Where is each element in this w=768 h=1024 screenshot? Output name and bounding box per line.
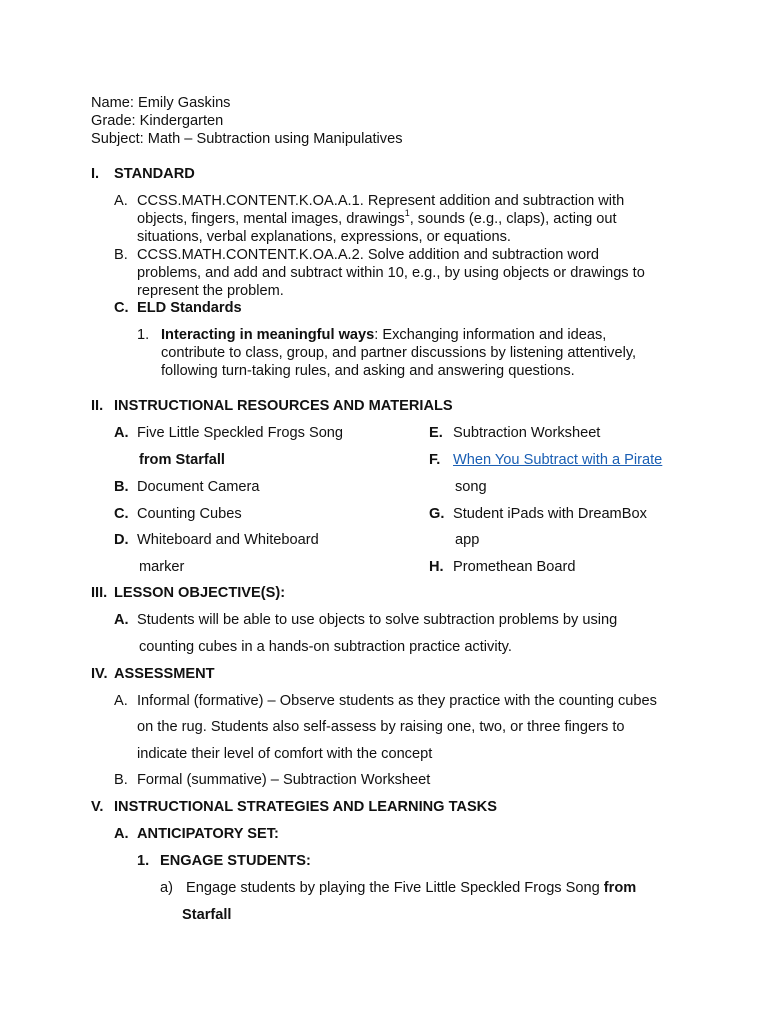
subject-line: Subject: Math – Subtraction using Manipulatives xyxy=(91,131,403,147)
pirate-song-link[interactable]: When You Subtract with a Pirate xyxy=(453,452,663,468)
resource-g-text: Student iPads with DreamBox xyxy=(453,506,647,522)
section-4-numeral: IV. xyxy=(91,666,108,682)
engage-a-text: Engage students by playing the Five Little Speckled Frogs Song xyxy=(186,880,604,896)
assessment-a-text: indicate their level of comfort with the concept xyxy=(137,746,433,762)
student-name: Name: Emily Gaskins xyxy=(91,95,231,111)
assessment-a-text: on the rug. Students also self-assess by raising one, two, or three fingers to xyxy=(137,719,625,735)
assessment-b-text: Formal (summative) – Subtraction Worksheet xyxy=(137,772,431,788)
standard-b-label: B. xyxy=(114,247,128,263)
eld-item-1-bold: Interacting in meaningful ways xyxy=(161,327,375,343)
anticipatory-set-title: ANTICIPATORY SET: xyxy=(137,826,279,842)
standard-b-line: CCSS.MATH.CONTENT.K.OA.A.2. Solve addition and subtraction word xyxy=(137,247,600,263)
eld-item-1-line xyxy=(161,326,606,344)
objective-a-label: A. xyxy=(114,612,129,628)
resource-c-label: C. xyxy=(114,506,129,522)
objective-a-text: Students will be able to use objects to solve subtraction problems by using xyxy=(137,612,618,628)
eld-item-1-text: : Exchanging information and ideas, xyxy=(374,327,607,343)
standard-c-label: C. xyxy=(114,300,129,316)
resource-d-text: Whiteboard and Whiteboard xyxy=(137,532,319,548)
standard-a-label: A. xyxy=(114,193,128,209)
section-3-title: LESSON OBJECTIVE(S): xyxy=(114,585,286,601)
resource-a-text: from Starfall xyxy=(139,452,225,468)
engage-label: 1. xyxy=(137,853,150,869)
standard-a-line xyxy=(137,210,617,228)
section-1-title: STANDARD xyxy=(114,166,195,182)
standard-a-text: objects, fingers, mental images, drawings xyxy=(137,211,405,227)
eld-item-1-line: contribute to class, group, and partner discussions by listening attentively, xyxy=(161,345,637,361)
assessment-b-label: B. xyxy=(114,772,128,788)
resource-e-label: E. xyxy=(429,425,443,441)
section-2-numeral: II. xyxy=(91,398,104,414)
resource-h-text: Promethean Board xyxy=(453,559,576,575)
footnote-marker: 1 xyxy=(404,208,410,219)
section-1-numeral: I. xyxy=(91,166,100,182)
standard-a-line: CCSS.MATH.CONTENT.K.OA.A.1. Represent addition and subtraction with xyxy=(137,193,625,209)
resource-a-label: A. xyxy=(114,425,129,441)
resource-e-text: Subtraction Worksheet xyxy=(453,425,601,441)
resource-d-text: marker xyxy=(139,559,185,575)
engage-a-line xyxy=(186,879,636,897)
engage-a-bold: from xyxy=(603,880,637,896)
section-4-title: ASSESSMENT xyxy=(114,666,215,682)
resource-g-label: G. xyxy=(429,506,445,522)
resource-d-label: D. xyxy=(114,532,129,548)
strategy-a-label: A. xyxy=(114,826,129,842)
resource-g-text: app xyxy=(455,532,480,548)
resource-b-text: Document Camera xyxy=(137,479,260,495)
eld-item-1-line: following turn-taking rules, and asking and answering questions. xyxy=(161,363,575,379)
engage-a-bold: Starfall xyxy=(182,907,232,923)
standard-b-line: represent the problem. xyxy=(137,283,284,299)
assessment-a-label: A. xyxy=(114,693,128,709)
resource-f-label: F. xyxy=(429,452,441,468)
section-5-title: INSTRUCTIONAL STRATEGIES AND LEARNING TASKS xyxy=(114,799,497,815)
resource-f-text: song xyxy=(455,479,487,495)
assessment-a-text: Informal (formative) – Observe students as they practice with the counting cubes xyxy=(137,693,657,709)
objective-a-text: counting cubes in a hands-on subtraction practice activity. xyxy=(139,639,512,655)
resource-h-label: H. xyxy=(429,559,444,575)
engage-a-label: a) xyxy=(160,880,173,896)
section-2-title: INSTRUCTIONAL RESOURCES AND MATERIALS xyxy=(114,398,453,414)
eld-item-1-label: 1. xyxy=(137,327,150,343)
section-5-numeral: V. xyxy=(91,799,104,815)
section-3-numeral: III. xyxy=(91,585,108,601)
grade-line: Grade: Kindergarten xyxy=(91,113,224,129)
engage-students-title: ENGAGE STUDENTS: xyxy=(160,853,311,869)
resource-a-text: Five Little Speckled Frogs Song xyxy=(137,425,344,441)
standard-b-line: problems, and add and subtract within 10, e.g., by using objects or drawings to xyxy=(137,265,645,281)
resource-c-text: Counting Cubes xyxy=(137,506,242,522)
resource-b-label: B. xyxy=(114,479,129,495)
standard-a-text: , sounds (e.g., claps), acting out xyxy=(409,211,617,227)
standard-a-line: situations, verbal explanations, expressions, or equations. xyxy=(137,229,511,245)
eld-standards-title: ELD Standards xyxy=(137,300,242,316)
